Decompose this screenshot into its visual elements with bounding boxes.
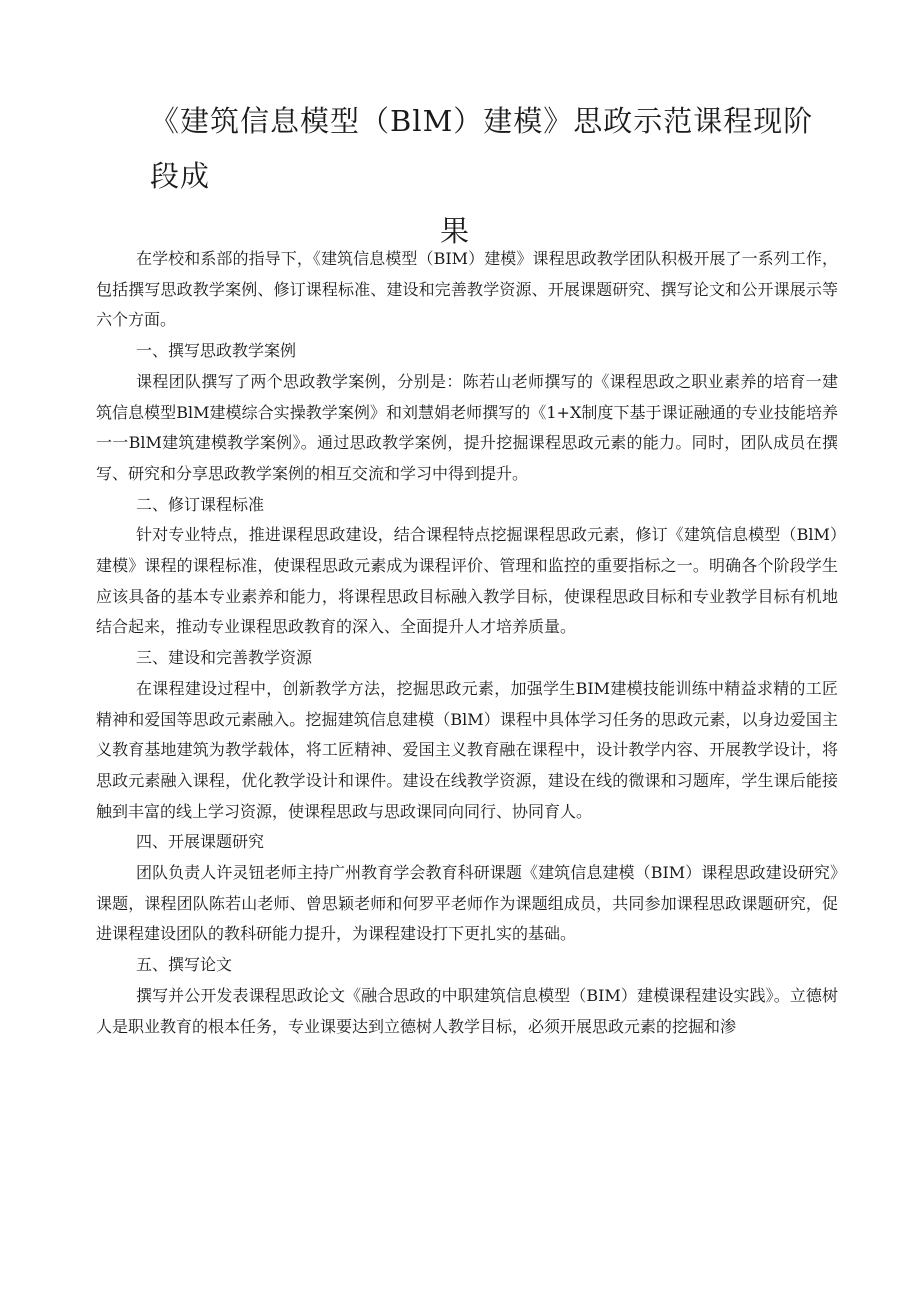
title-line-1: 《建筑信息模型（BlM）建模》思政示范课程现阶段成 (150, 104, 814, 193)
section-heading-2: 二、修订课程标准 (136, 494, 265, 514)
paragraph-intro: 在学校和系部的指导下，《建筑信息模型（BIM）建模》课程思政教学团队积极开展了一系列工作，包括撰写思政教学案例、修订课程标准、建设和完善教学资源、开展课题研究、撰写论文和公开课展示等六个方面。 (96, 249, 838, 330)
document-title (150, 94, 840, 259)
paragraph-section-1: 课程团队撰写了两个思政教学案例，分别是：陈若山老师撰写的《课程思政之职业素养的培育一建筑信息模型BlM建模综合实操教学案例》和刘慧娟老师撰写的《1+X制度下基于课证融通的专业技能培养一一BlM建筑建模教学案例》。通过思政教学案例，提升挖掘课程思政元素的能力。同时，团队成员在撰写、研究和分享思政教学案例的相互交流和学习中得到提升。 (96, 371, 838, 483)
title-line-2: 果 (439, 214, 470, 248)
section-heading-3: 三、建设和完善教学资源 (136, 648, 313, 668)
document-body (96, 244, 838, 1042)
paragraph-section-3: 在课程建设过程中，创新教学方法，挖掘思政元素，加强学生BIM建模技能训练中精益求精的工匠精神和爱国等思政元素融入。挖掘建筑信息建模（BlM）课程中具体学习任务的思政元素，以身边爱国主义教育基地建筑为教学载体，将工匠精神、爱国主义教育融在课程中，设计教学内容、开展教学设计，将思政元素融入课程，优化教学设计和课件。建设在线教学资源，建设在线的微课和习题库，学生课后能接触到丰富的线上学习资源，使课程思政与思政课同向同行、协同育人。 (96, 678, 838, 821)
section-heading-1: 一、撰写思政教学案例 (136, 341, 297, 361)
paragraph-section-4: 团队负责人许灵钮老师主持广州教育学会教育科研课题《建筑信息建模（BIM）课程思政建设研究》课题，课程团队陈若山老师、曾思颖老师和何罗平老师作为课题组成员，共同参加课程思政课题研究，促进课程建设团队的教科研能力提升，为课程建设打下更扎实的基础。 (96, 863, 838, 944)
paragraph-section-5: 撰写并公开发表课程思政论文《融合思政的中职建筑信息模型（BIM）建模课程建设实践》。立德树人是职业教育的根本任务，专业课要达到立德树人教学目标，必须开展思政元素的挖掘和渗 (96, 985, 838, 1036)
paragraph-section-2: 针对专业特点，推进课程思政建设，结合课程特点挖掘课程思政元素，修订《建筑信息模型（BlM）建模》课程的课程标准，使课程思政元素成为课程评价、管理和监控的重要指标之一。明确各个阶段学生应该具备的基本专业素养和能力，将课程思政目标融入教学目标，使课程思政目标和专业教学目标有机地结合起来，推动专业课程思政教育的深入、全面提升人才培养质量。 (96, 525, 838, 637)
section-heading-5: 五、撰写论文 (136, 955, 233, 975)
section-heading-4: 四、开展课题研究 (136, 832, 265, 852)
